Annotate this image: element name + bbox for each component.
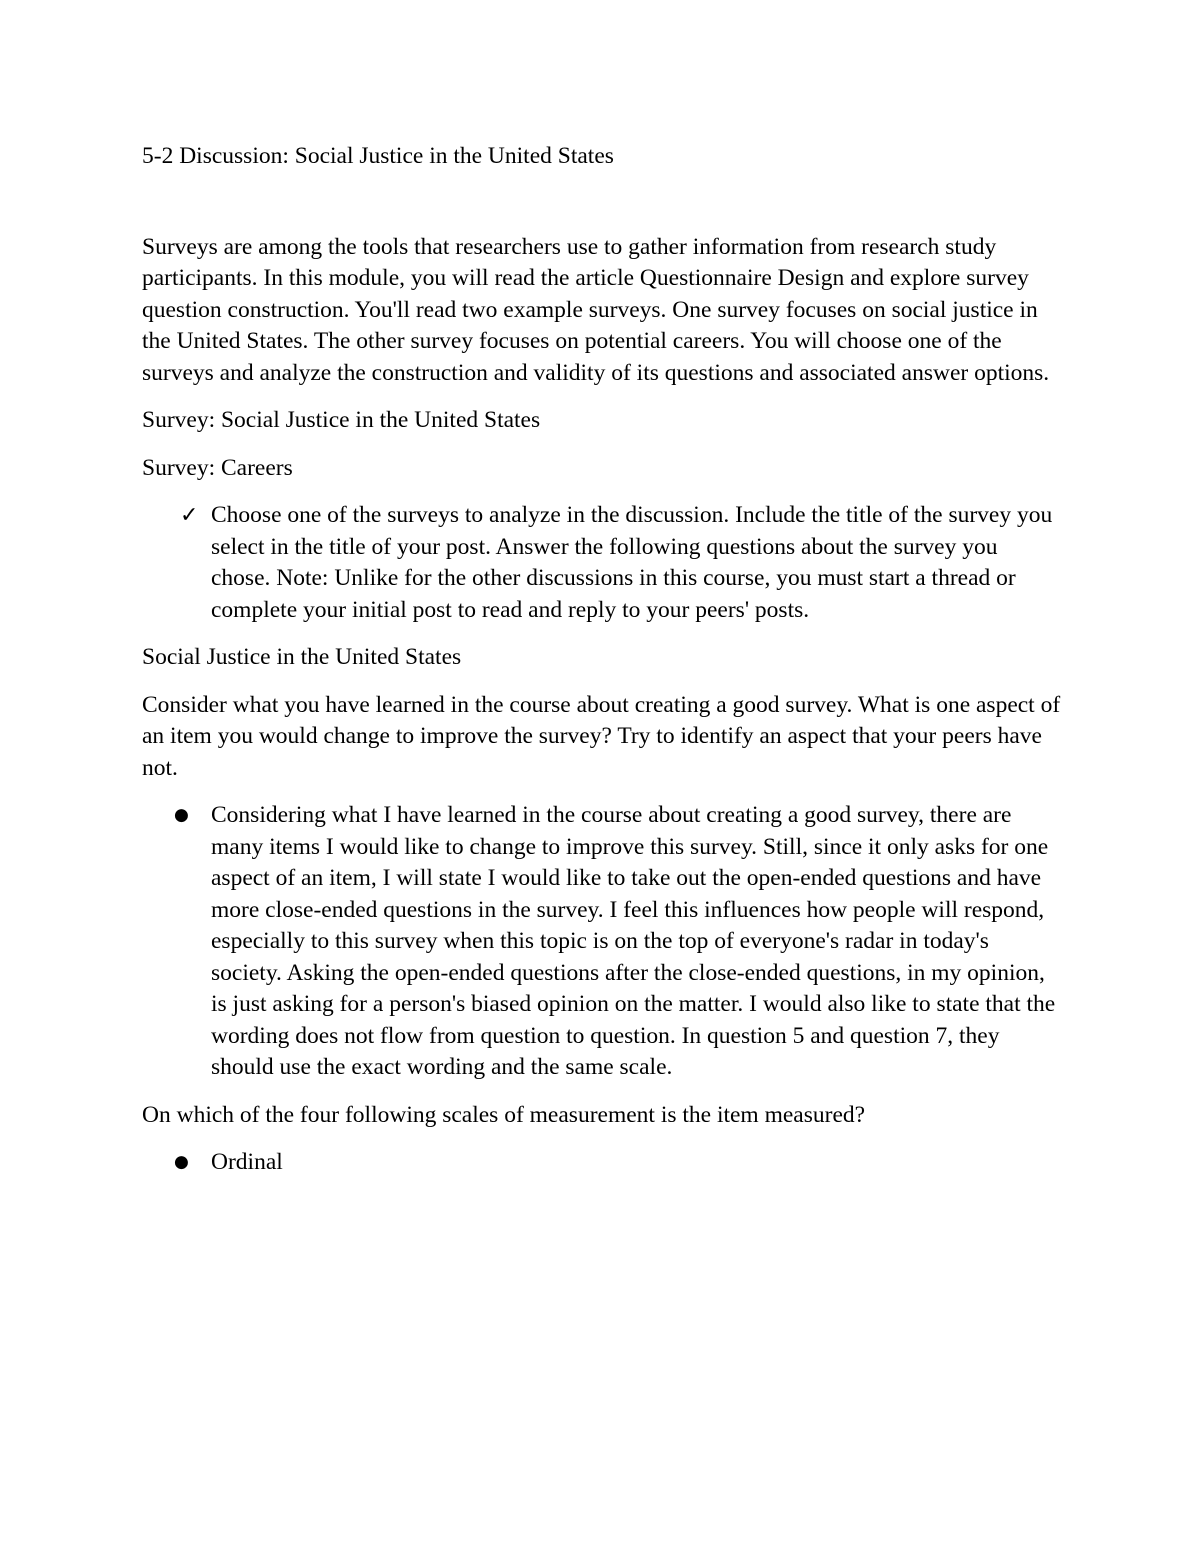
section-heading: Social Justice in the United States [142,644,462,670]
checkmark-icon: ✓ [180,503,199,528]
question-2: On which of the four following scales of measurement is the item measured? [142,1101,866,1128]
bullet-icon: ● [174,1152,189,1172]
document-title: 5-2 Discussion: Social Justice in the United States [142,143,614,169]
answer-1-item [142,800,1062,1084]
survey-link-careers: Survey: Careers [142,454,293,481]
answer-1-text: Considering what I have learned in the course about creating a good survey, there are many items I would like to change to improve this survey. Still, since it only asks for one aspect of an item, I will state I would like to take out the open-ended questions and have more close-ended questions in the survey. I feel this influences how people will respond, especially to this survey when this topic is on the top of everyone's radar in today's society. Asking the open-ended questions after the close-ended questions, in my opinion, is just asking for a person's biased opinion on the matter. I would also like to state that the wording does not flow from question to question. In question 5 and question 7, they should use the exact wording and the same scale. [211,802,1056,1080]
intro-paragraph: Surveys are among the tools that researchers use to gather information from research study participants. In this module, you will read the article Questionnaire Design and explore survey question construction. You'll read two example surveys. One survey focuses on social justice in the United States. The other survey focuses on potential careers. You will choose one of the surveys and analyze the construction and validity of its questions and associated answer options. [142,233,1050,386]
survey-link-social-justice: Survey: Social Justice in the United States [142,407,541,433]
bullet-icon: ● [174,805,189,825]
checklist-item-text: Choose one of the surveys to analyze in the discussion. Include the title of the survey you select in the title of your post. Answer the following questions about the survey you chose. Note: Unlike for the other discussions in this course, you must start a thread or complete your initial post to read and reply to your peers' posts. [211,502,1053,623]
answer-2-text: Ordinal [211,1149,283,1175]
answer-2-item [142,1147,1062,1179]
checklist-item [142,500,1062,626]
question-1: Consider what you have learned in the course about creating a good survey. What is one aspect of an item you would change to improve the survey? Try to identify an aspect that your peers have not. [142,691,1061,781]
document-body [142,141,1062,1195]
